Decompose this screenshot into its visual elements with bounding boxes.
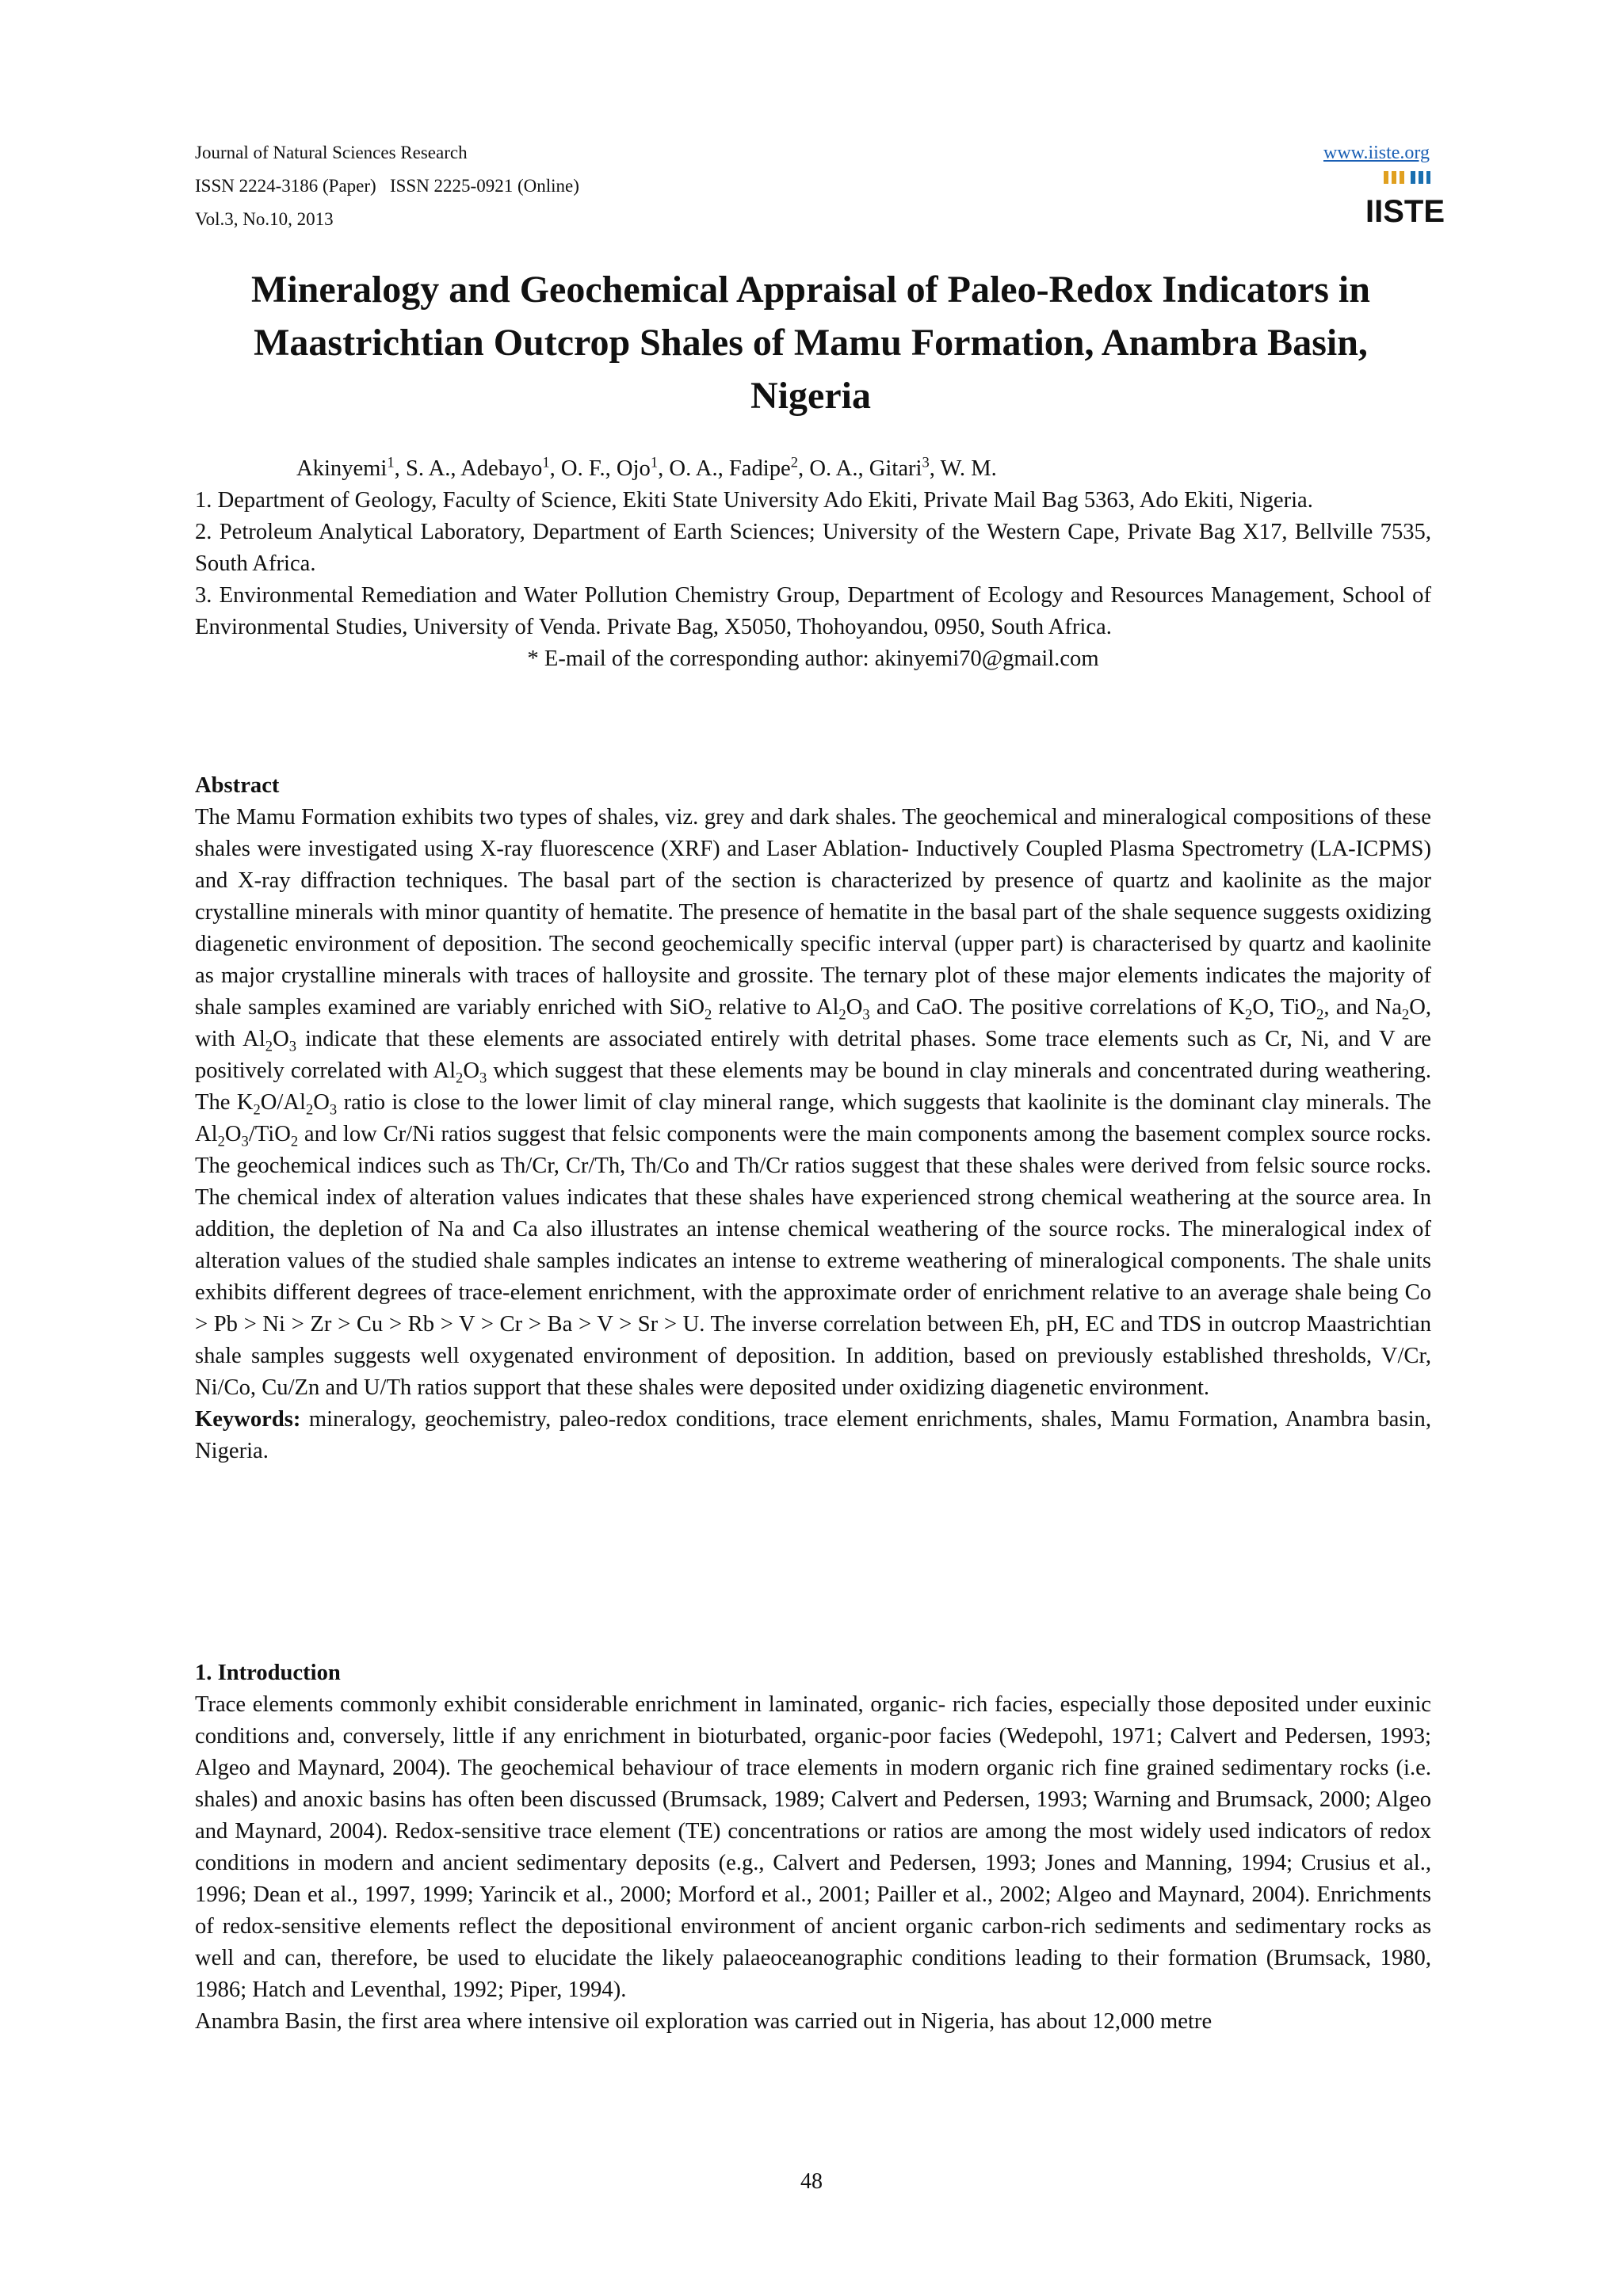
keywords-line <box>195 1404 1431 1467</box>
logo-wordmark: IISTE <box>1365 194 1445 229</box>
affiliation-1: 1. Department of Geology, Faculty of Science, Ekiti State University Ado Ekiti, Private Mail Bag 5363, Ado Ekiti, Nigeria. <box>195 488 1313 513</box>
corresponding-email: * E-mail of the corresponding author: akinyemi70@gmail.com <box>527 646 1099 671</box>
journal-header <box>195 136 579 236</box>
introduction-paragraph-2: Anambra Basin, the first area where intensive oil exploration was carried out in Nigeria, has about 12,000 metre <box>195 2009 1212 2034</box>
introduction-heading: 1. Introduction <box>195 1661 341 1685</box>
affiliation-3: 3. Environmental Remediation and Water Pollution Chemistry Group, Department of Ecology and Resources Management, School of Environmental Studies, University of Venda. Private Bag, X5050, Thohoyandou, 0950, South Africa. <box>195 583 1431 639</box>
abstract-heading: Abstract <box>195 773 280 798</box>
author-block <box>195 453 1431 675</box>
keywords-text: mineralogy, geochemistry, paleo-redox conditions, trace element enrichments, shales, Mamu Formation, Anambra basin, Nigeria. <box>195 1407 1431 1463</box>
journal-issn: ISSN 2224-3186 (Paper) ISSN 2225-0921 (Online) <box>195 176 579 196</box>
introduction-section <box>195 1657 1431 2038</box>
journal-name: Journal of Natural Sciences Research <box>195 143 468 162</box>
introduction-paragraph-1: Trace elements commonly exhibit considerable enrichment in laminated, organic- rich facies, especially those deposited under euxinic conditions and, conversely, little if any enrichment in bioturbated, organic-poor facies (Wedepohl, 1971; Calvert and Pedersen, 1993; Algeo and Maynard, 2004). The geochemical behaviour of trace elements in modern organic rich fine grained sedimentary rocks (i.e. shales) and anoxic basins has often been discussed (Brumsack, 1989; Calvert and Pedersen, 1993; Warning and Brumsack, 2000; Algeo and Maynard, 2004). Redox-sensitive trace element (TE) concentrations or ratios are among the most widely used indicators of redox conditions in modern and ancient sedimentary deposits (e.g., Calvert and Pedersen, 1993; Jones and Manning, 1994; Crusius et al., 1996; Dean et al., 1997, 1999; Yarincik et al., 2000; Morford et al., 2001; Pailler et al., 2002; Algeo and Maynard, 2004). Enrichments of redox-sensitive elements reflect the depositional environment of ancient organic carbon-rich sediments and sedimentary rocks as well and can, therefore, be used to elucidate the likely palaeoceanographic conditions leading to their formation (Brumsack, 1980, 1986; Hatch and Leventhal, 1992; Piper, 1994). <box>195 1692 1431 2002</box>
abstract-text: The Mamu Formation exhibits two types of shales, viz. grey and dark shales. The geochemical and mineralogical compositions of these shales were investigated using X-ray fluorescence (XRF) and Laser Ablation- Inductively Coupled Plasma Spectrometry (LA-ICPMS) and X-ray diffraction techniques. The basal part of the section is characterized by presence of quartz and kaolinite as the major crystalline minerals with minor quantity of hematite. The presence of hematite in the basal part of the shale sequence suggests oxidizing diagenetic environment of deposition. The second geochemically specific interval (upper part) is characterised by quartz and kaolinite as major crystalline minerals with traces of halloysite and grossite. The ternary plot of these major elements indicates the majority of shale samples examined are variably enriched with SiO$_2$ relative to $Al_2O_3$ and CaO. The positive correlations of $K_2O$, TiO$_2$, and $Na_2O$, with $Al_2O_3$ indicate that these elements are associated entirely with detrital phases. Some trace elements such as Cr, Ni, and V are positively correlated with $Al_2O_3$ which suggest that these elements may be bound in clay minerals and concentrated during weathering. The $K_2O/Al_2O_3$ ratio is close to the lower limit of clay mineral range, which suggests that kaolinite is the dominant clay minerals. The $Al_2O_3/TiO_2$ and low Cr/Ni ratios suggest that felsic components were the main components among the basement complex source rocks. The geochemical indices such as Th/Cr, Cr/Th, Th/Co and Th/Cr ratios suggest that these shales were derived from felsic source rocks. The chemical index of alteration values indicates that these shales have experienced strong chemical weathering at the source area. In addition, the depletion of Na and Ca also illustrates an intense chemical weathering of the source rocks. The mineralogical index of alteration values of the studied shale samples indicates an intense to extreme weathering of mineralogical components. The shale units exhibits different degrees of trace-element enrichment, with the approximate order of enrichment relative to an average shale being Co > Pb > Ni > Zr > Cu > Rb > V > Cr > Ba > V > Sr > U. The inverse correlation between Eh, pH, EC and TDS in outcrop Maastrichtian shale samples suggests well oxygenated environment of deposition. In addition, based on previously established thresholds, V/Cr, Ni/Co, Cu/Zn and U/Th ratios support that these shales were deposited under oxidizing diagenetic environment. <box>195 805 1431 1400</box>
author-list: Akinyemi$^1$, S. A., Adebayo$^1$, O. F., Ojo$^1$, O. A., Fadipe$^2$, O. A., Gitari$^3$, W. M. <box>296 454 997 481</box>
journal-volume: Vol.3, No.10, 2013 <box>195 209 334 229</box>
page-number: 48 <box>800 2169 823 2194</box>
keywords-label: Keywords: <box>195 1407 301 1432</box>
iiste-logo <box>1365 170 1445 229</box>
paper-title: Mineralogy and Geochemical Appraisal of Paleo-Redox Indicators in Maastrichtian Outcrop Shales of Mamu Formation, Anambra Basin, Nigeria <box>251 269 1370 417</box>
abstract-section <box>195 770 1431 1467</box>
affiliation-2: 2. Petroleum Analytical Laboratory, Department of Earth Sciences; University of the Western Cape, Private Bag X17, Bellville 7535, South Africa. <box>195 520 1431 576</box>
journal-website-link[interactable]: www.iiste.org <box>1323 143 1430 163</box>
